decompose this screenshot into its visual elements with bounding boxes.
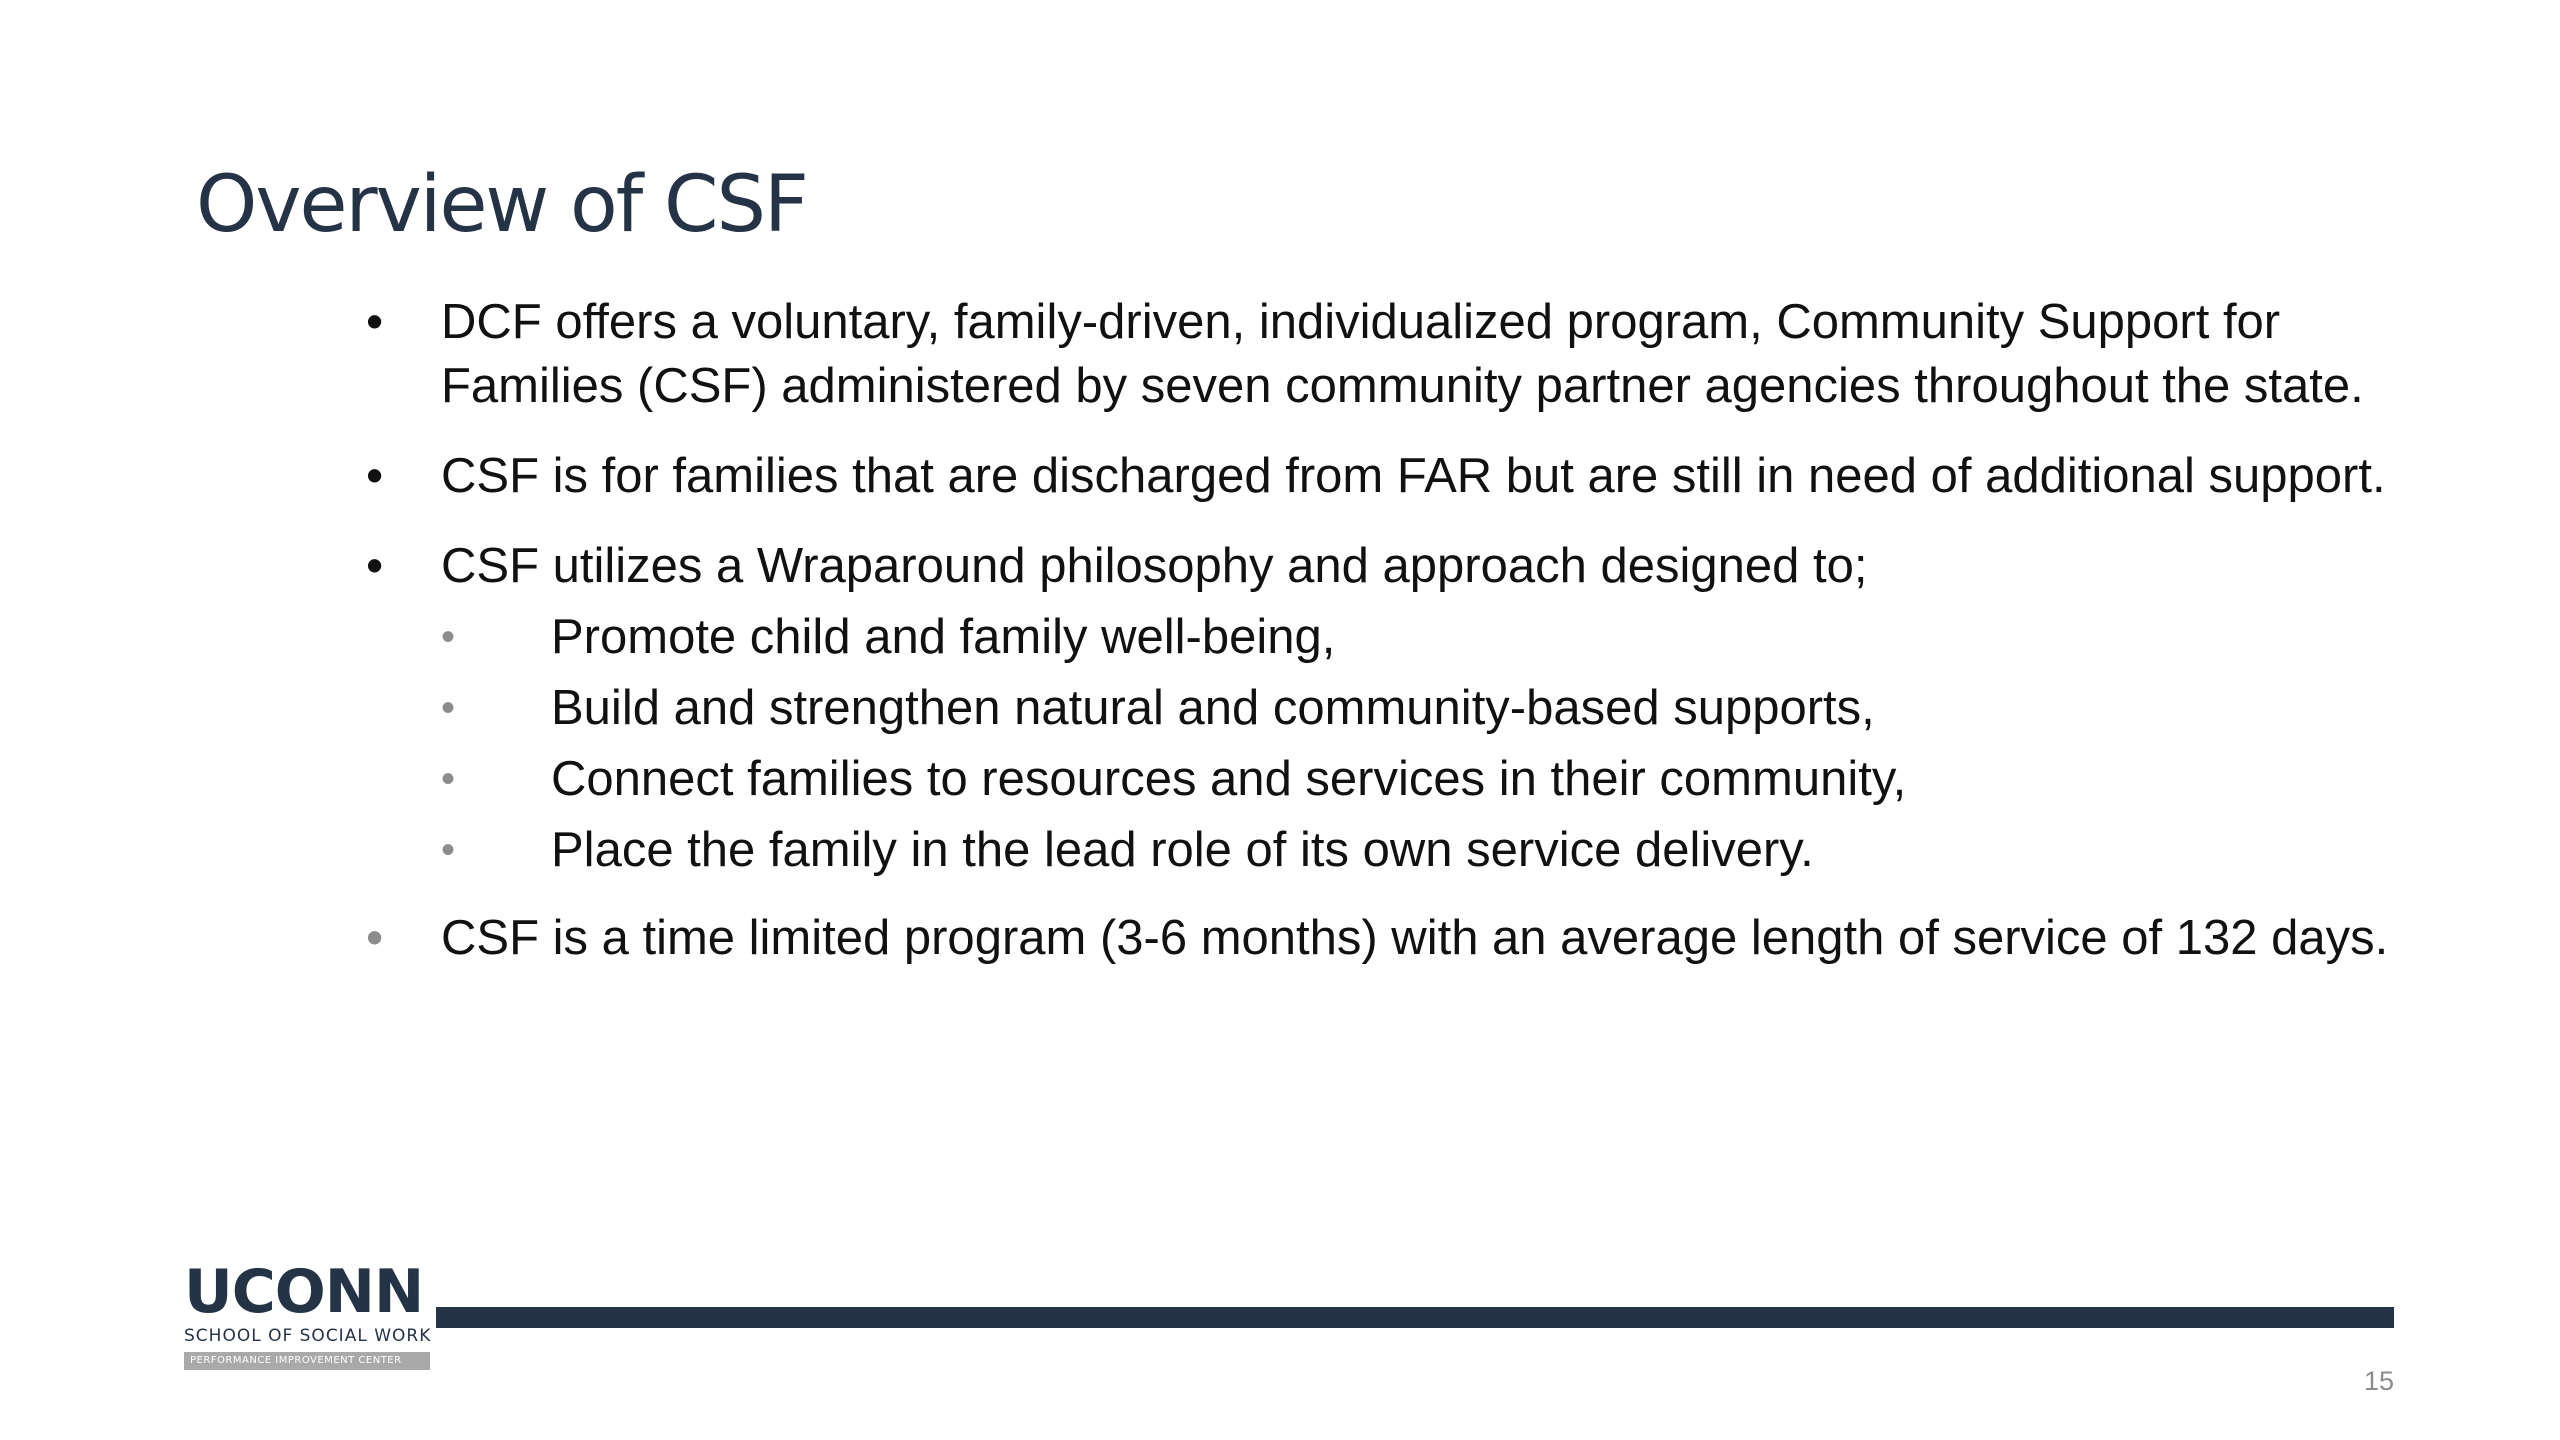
bullet-text: CSF utilizes a Wraparound philosophy and approach designed to; [441, 539, 1868, 593]
logo-subtitle: SCHOOL OF SOCIAL WORK [184, 1326, 432, 1346]
slide-title: Overview of CSF [196, 160, 807, 250]
bullet-marker: • [366, 449, 384, 503]
footer-divider-bar [436, 1307, 2394, 1328]
sub-bullet-marker: • [441, 686, 456, 730]
bullet-item [0, 290, 2401, 418]
bullet-marker: • [366, 295, 384, 349]
sub-bullet-text: Place the family in the lead role of its own service delivery. [551, 823, 1814, 877]
sub-bullet-marker: • [441, 757, 456, 801]
bullet-item [0, 444, 2401, 508]
bullet-text: DCF offers a voluntary, family-driven, individualized program, Community Support for Families (CSF) administered by seven community partner agencies throughout the state. [441, 295, 2364, 413]
sub-bullet-text: Connect families to resources and services in their community, [551, 752, 1907, 806]
sub-bullet-marker: • [441, 615, 456, 659]
page-number: 15 [2363, 1366, 2394, 1396]
bullet-text: CSF is for families that are discharged from FAR but are still in need of additional support. [441, 449, 2386, 503]
sub-bullet-marker: • [441, 828, 456, 872]
logo-tagline: PERFORMANCE IMPROVEMENT CENTER [184, 1352, 430, 1370]
sub-bullet-list [0, 602, 2560, 886]
sub-bullet-item [0, 673, 2560, 744]
bullet-item [0, 534, 2401, 598]
bullet-item [0, 906, 2401, 970]
bullet-text: CSF is a time limited program (3-6 months) with an average length of service of 132 days. [441, 911, 2389, 965]
sub-bullet-item [0, 602, 2560, 673]
logo-wordmark: UCONN [184, 1257, 424, 1327]
sub-bullet-text: Build and strengthen natural and community-based supports, [551, 681, 1875, 735]
sub-bullet-item [0, 815, 2560, 886]
sub-bullet-item [0, 744, 2560, 815]
bullet-marker: • [366, 539, 384, 593]
slide-body [0, 290, 2560, 996]
sub-bullet-text: Promote child and family well-being, [551, 610, 1336, 664]
uconn-logo [184, 1257, 432, 1370]
bullet-marker: • [366, 911, 384, 965]
